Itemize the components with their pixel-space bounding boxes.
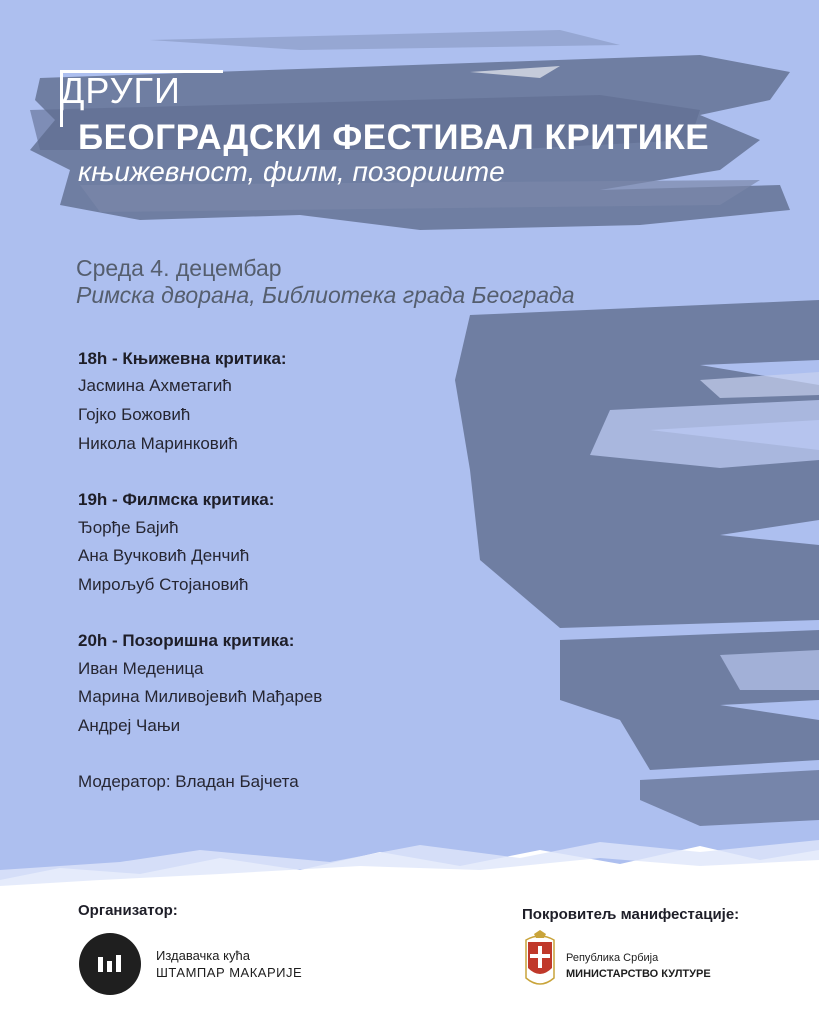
speaker-name: Никола Маринковић — [78, 434, 238, 453]
section-heading-theatre: 20h - Позоришна критика: — [78, 631, 295, 650]
speaker-name: Ана Вучковић Денчић — [78, 546, 250, 565]
moderator-line: Модератор: Владан Бајчета — [78, 772, 299, 791]
speaker-name: Мирољуб Стојановић — [78, 575, 249, 594]
patron-name-line2: МИНИСТАРСТВО КУЛТУРЕ — [566, 968, 711, 980]
speaker-name: Андреј Чањи — [78, 716, 181, 735]
bars-icon — [79, 933, 141, 995]
patron-label: Покровитељ манифестације: — [522, 906, 740, 923]
festival-title: БЕОГРАДСКИ ФЕСТИВАЛ КРИТИКЕ — [78, 118, 710, 157]
section-heading-literary: 18h - Књижевна критика: — [78, 349, 287, 368]
section-heading-film: 19h - Филмска критика: — [78, 490, 275, 509]
patron-name-line1: Република Србија — [566, 952, 659, 964]
pre-title: ДРУГИ — [60, 70, 181, 111]
speaker-name: Јасмина Ахметагић — [78, 376, 232, 395]
organizer-label: Организатор: — [78, 902, 178, 919]
organizer-name-line2: ШТАМПАР МАКАРИЈЕ — [156, 965, 303, 980]
event-date: Среда 4. децембар — [76, 255, 282, 281]
organizer-name-line1: Издавачка кућа — [156, 948, 250, 963]
publisher-logo — [79, 933, 141, 995]
event-venue: Римска дворана, Библиотека града Београда — [76, 282, 575, 308]
coat-of-arms-icon — [524, 928, 556, 994]
speaker-name: Гојко Божовић — [78, 405, 191, 424]
speaker-name: Иван Меденица — [78, 659, 204, 678]
speaker-name: Ђорђе Бајић — [78, 518, 179, 537]
speaker-name: Марина Миливојевић Мађарев — [78, 687, 323, 706]
festival-subtitle: књижевност, филм, позориште — [78, 156, 505, 187]
